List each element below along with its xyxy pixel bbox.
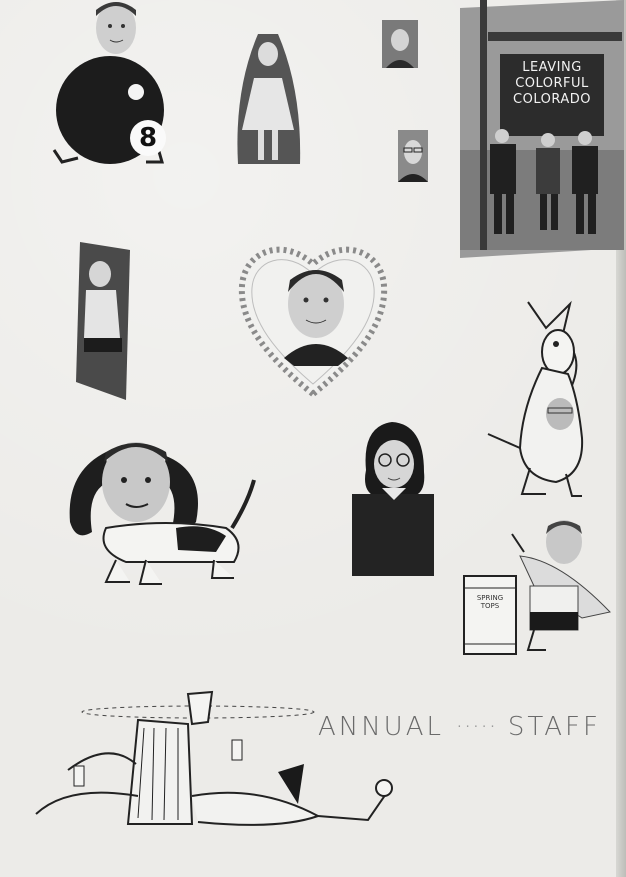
heart-frame [238,234,388,398]
caption-word-annual: ANNUAL [318,712,444,742]
girl-sitting-drawing [76,242,130,400]
girl-glasses-drawing [352,416,434,576]
road-sign-line1: LEAVING [522,60,582,75]
kangaroo-drawing [486,298,594,498]
crate-label: SPRING TOPS [476,594,504,610]
annual-staff-caption [318,712,601,742]
eight-ball-number: 8 [130,120,166,156]
road-sign-line3: COLORADO [513,92,591,107]
road-sign-line2: COLORFUL [515,76,589,91]
man-portrait-drawing [382,20,418,68]
basset-hound-drawing [66,432,258,588]
crate-cartoon [460,516,614,656]
crate-scene-drawing [460,516,614,656]
caption-dots: ····· [455,712,497,742]
girl-dress-drawing [228,30,304,166]
heart-portrait [238,234,388,398]
road-sign-photo [460,0,624,258]
caption-word-staff: STAFF [507,712,601,742]
small-portrait-glasses [398,130,428,182]
kangaroo-cartoon [486,298,594,498]
basset-hound-cartoon [66,432,258,588]
girl-glasses-portrait [352,416,434,576]
road-sign-scene [460,0,624,258]
glasses-man-drawing [398,130,428,182]
small-portrait-top [382,20,418,68]
girl-sitting-photo [76,242,130,400]
girl-dress-photo [228,30,304,166]
eight-ball-collage [48,0,168,172]
bottom-cartoon [28,684,408,830]
stump-scene-drawing [28,684,408,830]
road-sign-text [508,60,596,108]
